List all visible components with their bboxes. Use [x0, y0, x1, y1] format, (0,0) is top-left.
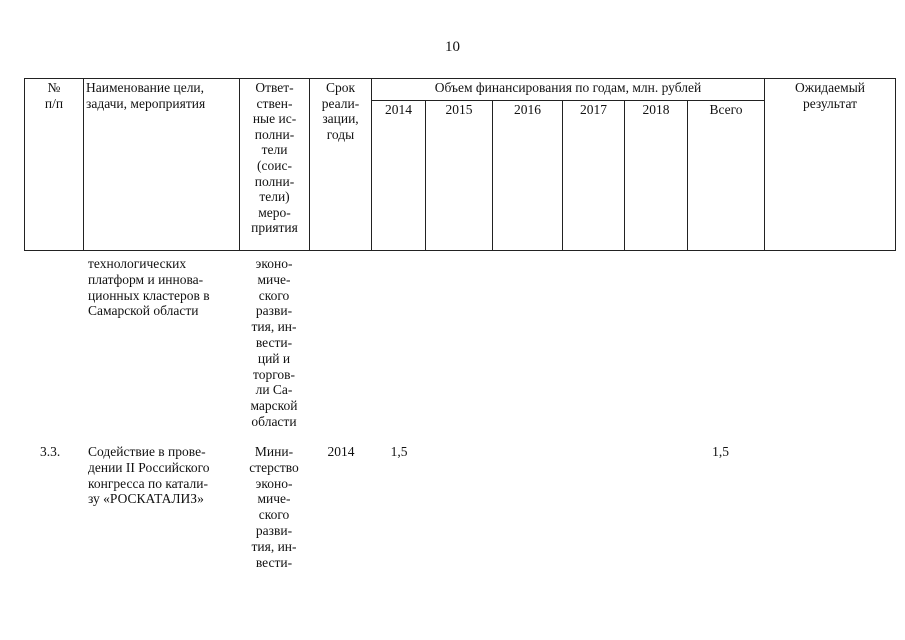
- row-3-3-2014: 1,5: [390, 444, 408, 459]
- header-year-2017: 2017: [563, 101, 625, 251]
- header-executor: Ответ- ствен- ные ис- полни- тели (соис- полни- тели) меро- приятия: [240, 79, 310, 251]
- header-year-2018: 2018: [625, 101, 688, 251]
- row-continued-executor: эконо- миче- ского разви- тия, ин- вести- ций и торгов- ли Са- марской области: [250, 256, 298, 429]
- row-3-3-name: Содействие в прове- дении II Российского конгресса по катали- зу «РОСКАТАЛИЗ»: [88, 444, 210, 507]
- row-3-3-number: 3.3.: [40, 444, 61, 459]
- header-result: Ожидаемый результат: [765, 79, 896, 251]
- header-financing: Объем финансирования по годам, млн. рублей: [372, 79, 765, 101]
- row-3-3-executor: Мини- стерство эконо- миче- ского разви- тия, ин- вести-: [249, 444, 299, 570]
- row-3-3-total: 1,5: [712, 444, 729, 459]
- header-number: № п/п: [25, 79, 84, 251]
- header-year-2014: 2014: [372, 101, 426, 251]
- header-name: Наименование цели, задачи, мероприятия: [84, 79, 240, 251]
- row-3-3-term: 2014: [327, 444, 355, 459]
- header-year-total: Всего: [688, 101, 765, 251]
- header-year-2015: 2015: [426, 101, 493, 251]
- header-term: Срок реали- зации, годы: [310, 79, 372, 251]
- page-number: 10: [445, 39, 460, 55]
- table-header: [24, 78, 896, 251]
- row-continued-name: технологических платформ и иннова- ционных кластеров в Самарской области: [88, 256, 210, 319]
- header-year-2016: 2016: [493, 101, 563, 251]
